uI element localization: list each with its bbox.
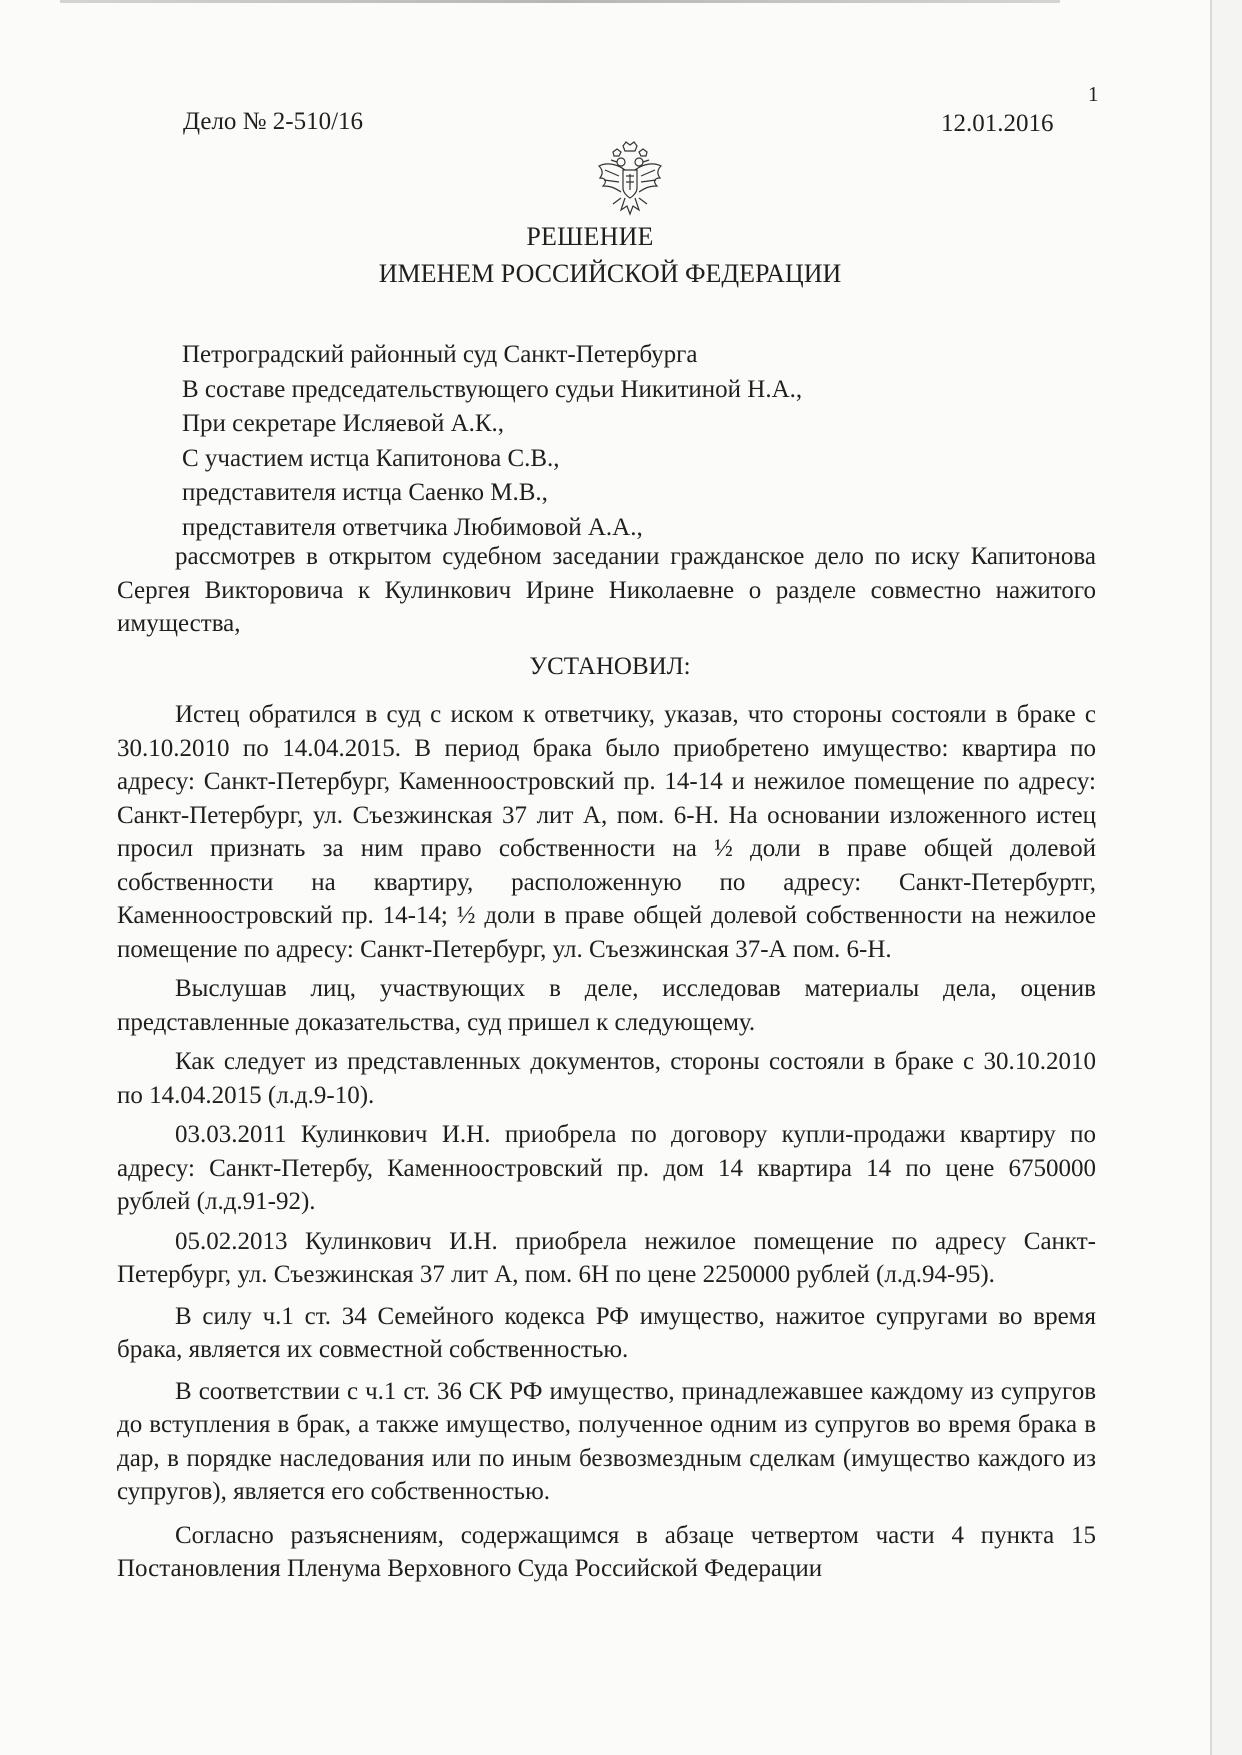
decision-date: 12.01.2016: [941, 110, 1054, 137]
intro-paragraph-block: [117, 540, 1096, 641]
paragraph: Выслушав лиц, участвующих в деле, исследовав материалы дела, оценив представленные доказательства, суд пришел к следующему.: [117, 975, 1096, 1036]
intro-line: При секретаре Исляевой А.К.,: [182, 410, 505, 437]
document-title: РЕШЕНИЕ: [526, 222, 654, 251]
paragraph: В силу ч.1 ст. 34 Семейного кодекса РФ имущество, нажитое супругами во время брака, является их совместной собственностью.: [117, 1302, 1096, 1363]
intro-line: С участием истца Капитонова С.В.,: [182, 444, 560, 472]
court-composition: [182, 338, 802, 545]
paragraph: 03.03.2011 Кулинкович И.Н. приобрела по договору купли-продажи квартиру по адресу: Санкт-Петербу, Каменноостровский пр. дом 14 квартира 14 по цене 6750000 рублей (л.д.91-92).: [117, 1121, 1096, 1215]
intro-line: представителя ответчика Любимовой А.А.,: [182, 513, 643, 541]
intro-line: Петроградский районный суд Санкт-Петербурга: [182, 341, 698, 368]
decision-body: [117, 698, 1096, 1586]
russian-coat-of-arms-icon: [595, 140, 665, 218]
paragraph: Согласно разъяснениям, содержащимся в абзаце четвертом части 4 пункта 15 Постановления Пленума Верховного Суда Российской Федерации: [117, 1521, 1096, 1582]
paragraph: В соответствии с ч.1 ст. 36 СК РФ имущество, принадлежавшее каждому из супругов до вступления в брак, а также имущество, полученное одним из супругов во время брака в дар, в порядке наследования или по иным безвозмездным сделкам (имущество каждого из супругов), является его собственностью.: [117, 1377, 1096, 1505]
intro-line: В составе председательствующего судьи Никитиной Н.А.,: [182, 375, 803, 403]
page-number: 1: [1088, 82, 1099, 106]
section-heading: УСТАНОВИЛ:: [529, 653, 691, 680]
intro-line: представителя истца Саенко М.В.,: [182, 479, 548, 506]
intro-paragraph: рассмотрев в открытом судебном заседании гражданское дело по иску Капитонова Сергея Викторовича к Кулинкович Ирине Николаевне о разделе совместно нажитого имущества,: [117, 543, 1096, 637]
paragraph: 05.02.2013 Кулинкович И.Н. приобрела нежилое помещение по адресу Санкт-Петербург, ул. Съезжинская 37 лит А, пом. 6Н по цене 2250000 рублей (л.д.94-95).: [117, 1227, 1096, 1288]
paragraph: Как следует из представленных документов, стороны состояли в браке с 30.10.2010 по 14.04.2015 (л.д.9-10).: [117, 1048, 1096, 1109]
scan-edge: [60, 0, 1060, 3]
document-subtitle: ИМЕНЕМ РОССИЙСКОЙ ФЕДЕРАЦИИ: [378, 259, 842, 288]
case-number: Дело № 2-510/16: [183, 108, 364, 135]
paragraph: Истец обратился в суд с иском к ответчику, указав, что стороны состояли в браке с 30.10.2010 по 14.04.2015. В период брака было приобретено имущество: квартира по адресу: Санкт-Петербург, Каменноостровский пр. 14-14 и нежилое помещение по адресу: Санкт-Петербург, ул. Съезжинская 37 лит А, пом. 6-Н. На основании изложенного истец просил признать за ним право собственности на ½ доли в праве общей долевой собственности на квартиру, расположенную по адресу: Санкт-Петербуртг, Каменноостровский пр. 14-14; ½ доли в праве общей долевой собственности на нежилое помещение по адресу: Санкт-Петербург, ул. Съезжинская 37-А пом. 6-Н.: [117, 701, 1096, 963]
